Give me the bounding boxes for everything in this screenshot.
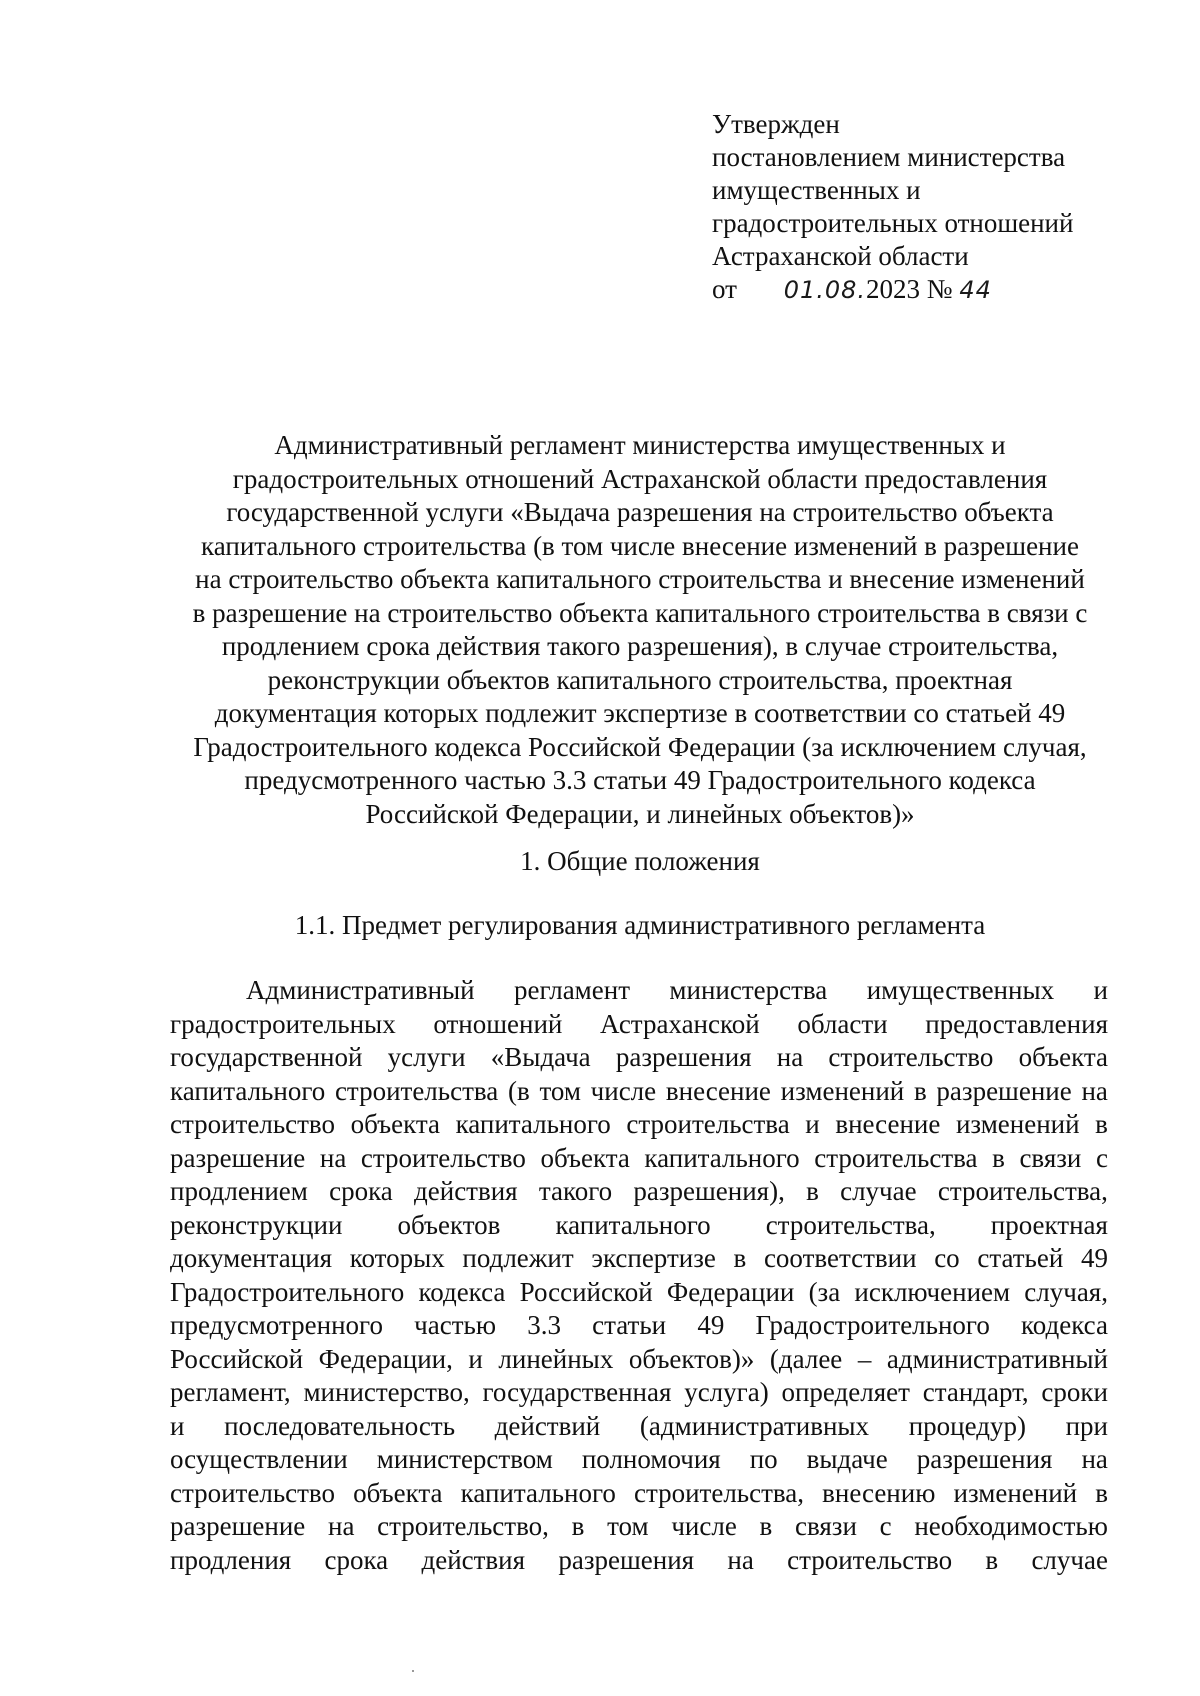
body-line: реконструкции объектов капитального строительства, проектная: [170, 1209, 1108, 1240]
body-line: строительство объекта капитального строительства, внесению изменений в: [170, 1477, 1108, 1508]
body-line: осуществлении министерством полномочия по выдаче разрешения на: [170, 1444, 1108, 1474]
document-title: [170, 429, 1110, 831]
title-line: Градостроительного кодекса Российской Федерации (за исключением случая,: [193, 731, 1087, 762]
title-line: предусмотренного частью 3.3 статьи 49 Градостроительного кодекса: [244, 765, 1036, 795]
body-line: и последовательность действий (административных процедур) при: [170, 1410, 1108, 1441]
body-line: документация которых подлежит экспертизе в соответствии со статьей 49: [170, 1243, 1108, 1273]
approval-line: Утвержден: [712, 109, 840, 139]
body-line: государственной услуги «Выдача разрешения на строительство объекта: [170, 1042, 1108, 1072]
body-line: градостроительных отношений Астраханской области предоставления: [170, 1008, 1108, 1039]
body-line: регламент, министерство, государственная услуга) определяет стандарт, сроки: [170, 1377, 1108, 1407]
title-line: капитального строительства (в том числе внесение изменений в разрешение: [201, 530, 1079, 561]
approval-block: [712, 108, 1132, 307]
body-line: строительство объекта капитального строительства и внесение изменений в: [170, 1109, 1108, 1139]
body-line: Российской Федерации, и линейных объектов)» (далее – административный: [170, 1343, 1108, 1374]
body-line: Административный регламент министерства имущественных и: [246, 975, 1108, 1005]
body-line: продления срока действия разрешения на строительство в случае: [170, 1544, 1108, 1575]
section-heading: 1. Общие положения: [520, 846, 760, 876]
approval-line: постановлением министерства: [712, 142, 1066, 172]
body-line: разрешение на строительство объекта капитального строительства в связи с: [170, 1142, 1108, 1173]
subsection-heading: 1.1. Предмет регулирования административного регламента: [294, 910, 986, 940]
body-line: продлением срока действия такого разрешения), в случае строительства,: [170, 1176, 1108, 1206]
handwritten-number: 44: [959, 276, 992, 304]
date-year: 2023 №: [866, 274, 953, 304]
body-line: Градостроительного кодекса Российской Федерации (за исключением случая,: [170, 1276, 1108, 1307]
handwritten-date: 01.08.: [783, 276, 867, 304]
approval-line: имущественных и: [712, 175, 921, 205]
scan-speck: [412, 1670, 414, 1672]
title-line: градостроительных отношений Астраханской области предоставления: [232, 463, 1048, 494]
title-line: государственной услуги «Выдача разрешения на строительство объекта: [226, 497, 1054, 527]
body-line: разрешение на строительство, в том числе в связи с необходимостью: [170, 1511, 1108, 1541]
title-line: продлением срока действия такого разрешения), в случае строительства,: [221, 631, 1059, 661]
body-line: капитального строительства (в том числе внесение изменений в разрешение на: [170, 1075, 1108, 1106]
title-line: реконструкции объектов капитального строительства, проектная: [267, 664, 1013, 695]
body-paragraph: [170, 974, 1108, 1577]
title-line: на строительство объекта капитального строительства и внесение изменений: [195, 564, 1085, 594]
title-line: Российской Федерации, и линейных объектов)»: [365, 798, 915, 829]
title-line: в разрешение на строительство объекта капитального строительства в связи с: [192, 597, 1088, 628]
approval-date-line: [712, 273, 1132, 307]
body-line: предусмотренного частью 3.3 статьи 49 Градостроительного кодекса: [170, 1310, 1108, 1340]
title-line: Административный регламент министерства имущественных и: [274, 430, 1006, 460]
approval-line: Астраханской области: [712, 241, 969, 271]
title-line: документация которых подлежит экспертизе в соответствии со статьей 49: [214, 698, 1066, 728]
date-prefix: от: [712, 274, 737, 304]
approval-line: градостроительных отношений: [712, 208, 1074, 238]
